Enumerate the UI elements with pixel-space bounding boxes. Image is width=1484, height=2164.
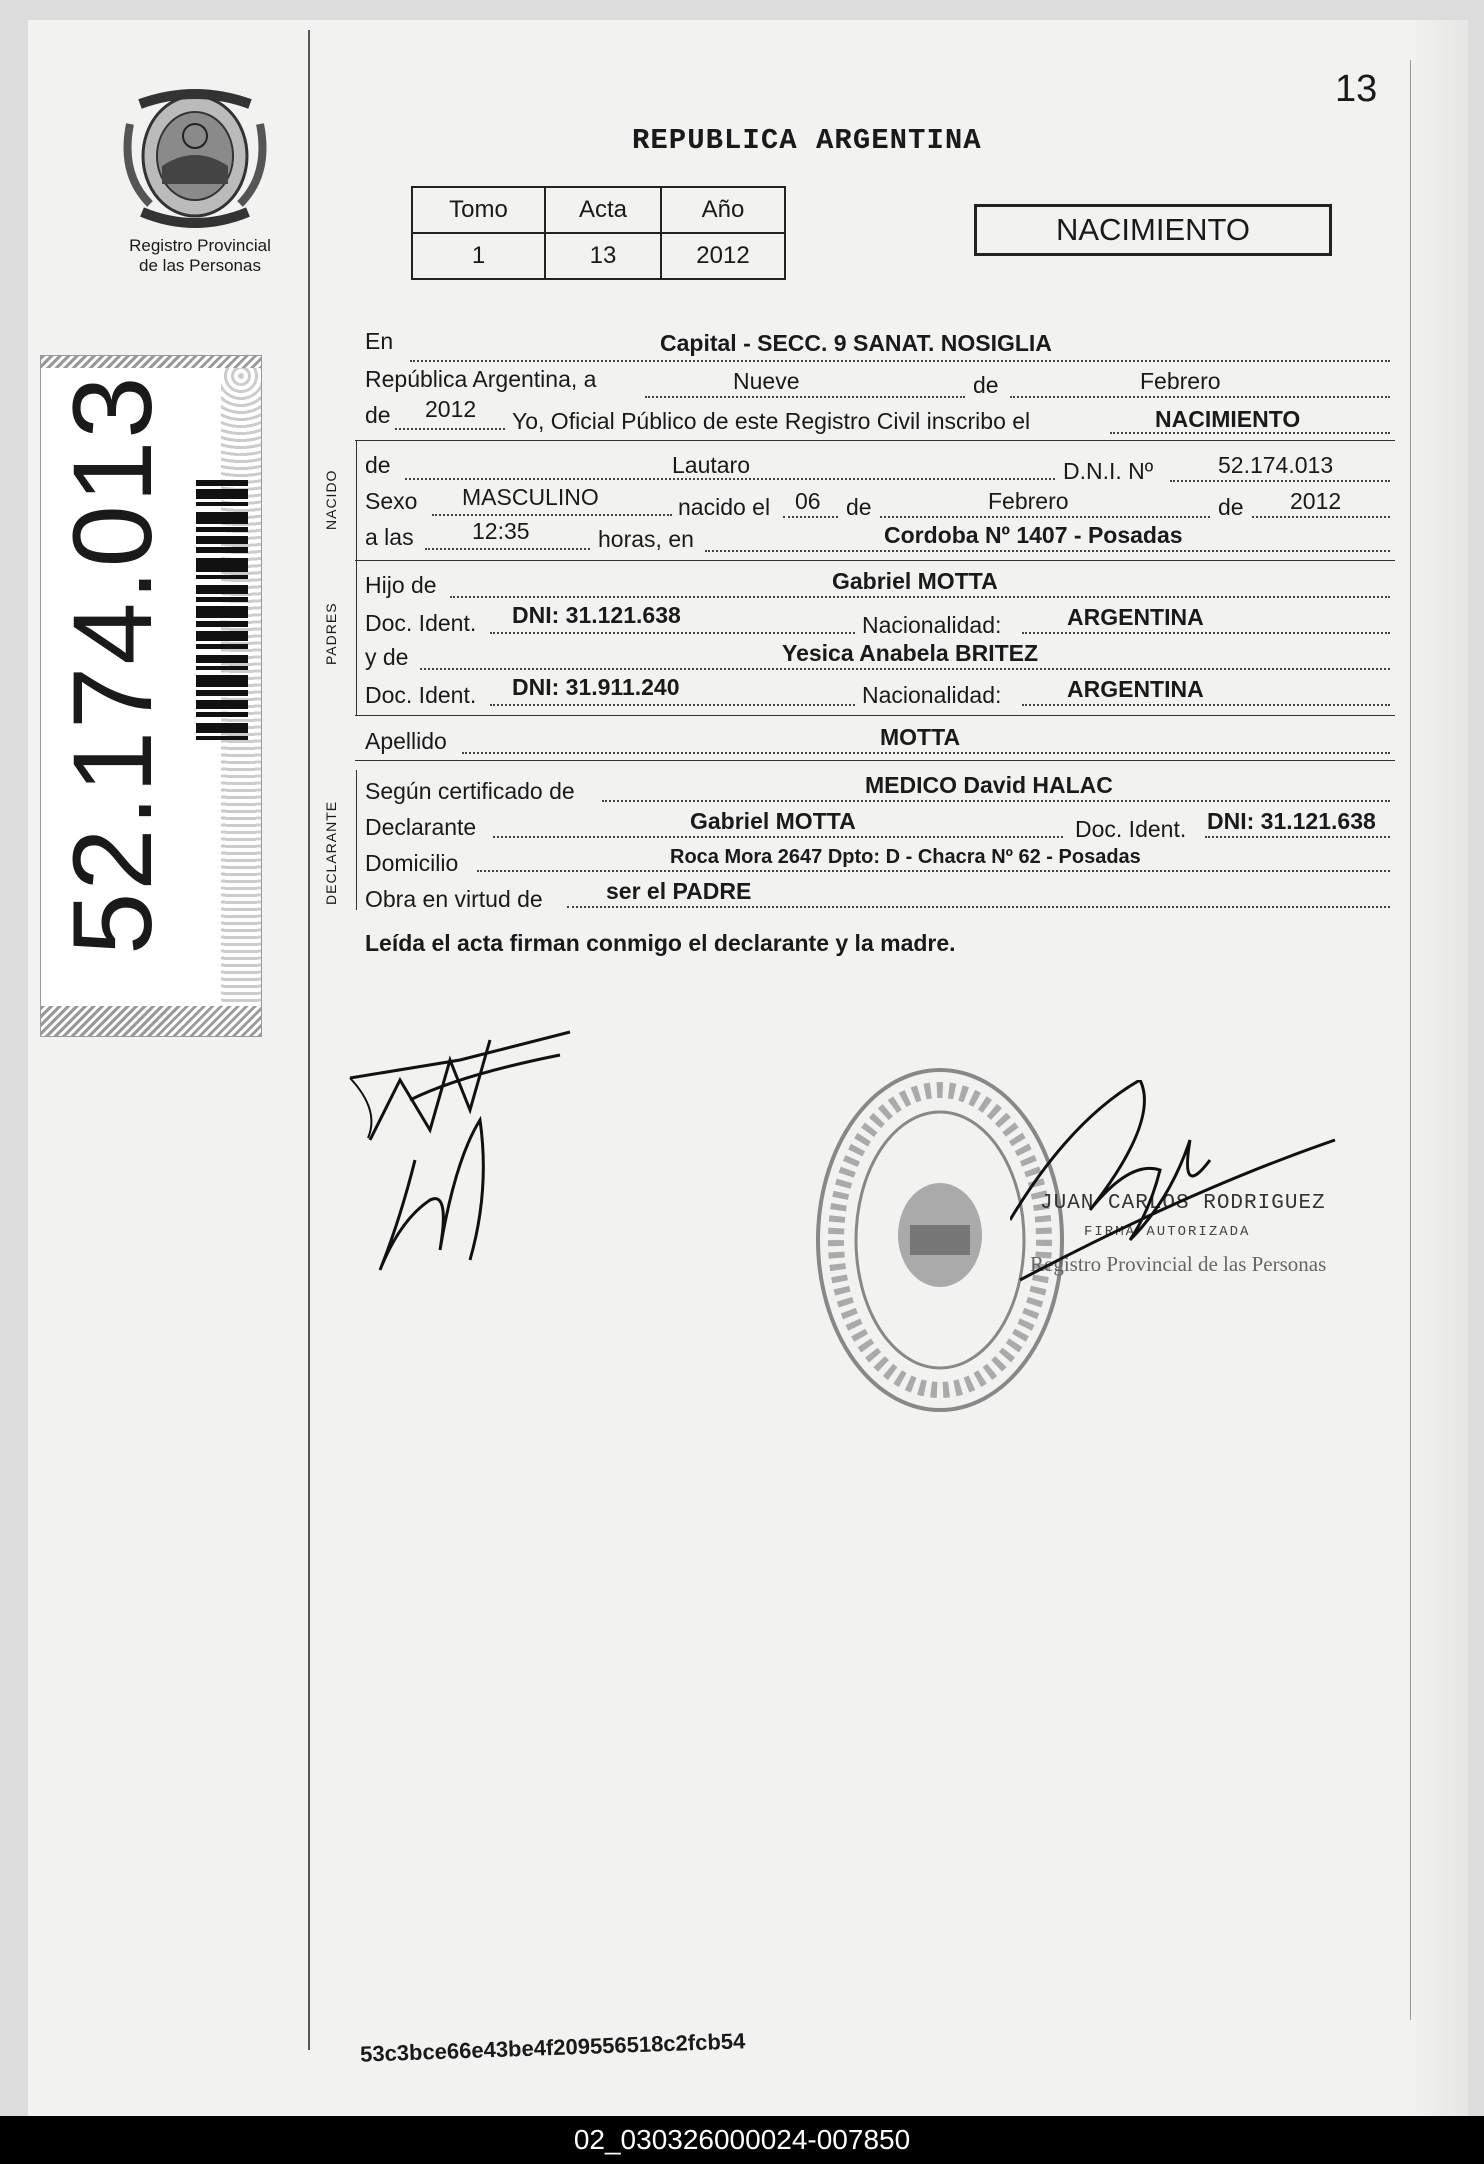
value-nacido-dia: 06 [795, 488, 821, 514]
dotted-line [425, 548, 590, 550]
label-en: En [365, 328, 394, 354]
dotted-line [410, 360, 1390, 362]
header-anio: Año [661, 187, 785, 233]
dotted-line [1170, 480, 1390, 482]
label-y-de: y de [365, 644, 409, 670]
label-alas: a las [365, 524, 414, 550]
value-hora: 12:35 [472, 518, 530, 544]
security-pattern-bottom [41, 1006, 261, 1036]
barcode-stripe [196, 480, 248, 486]
value-padre-nacionalidad: ARGENTINA [1067, 604, 1204, 630]
right-margin-line [1410, 60, 1411, 2020]
value-lugar-registro: Capital - SECC. 9 SANAT. NOSIGLIA [660, 330, 1052, 356]
label-hijo-de: Hijo de [365, 572, 437, 598]
barcode-number: 52.174.013 [50, 374, 175, 955]
section-bracket [356, 440, 357, 560]
dotted-line [1022, 704, 1390, 706]
dotted-line [477, 870, 1390, 872]
label-horas-en: horas, en [598, 526, 694, 552]
label-de: de [973, 372, 999, 398]
label-de: de [365, 402, 391, 428]
label-dni: D.N.I. Nº [1063, 458, 1154, 484]
dotted-line [1022, 632, 1390, 634]
value-sexo: MASCULINO [462, 484, 599, 510]
section-divider [355, 560, 1395, 561]
dotted-line [490, 632, 855, 634]
label-de: de [365, 452, 391, 478]
value-padre: Gabriel MOTTA [832, 568, 998, 594]
barcode-stripe [196, 527, 248, 532]
value-padre-doc: DNI: 31.121.638 [512, 602, 681, 628]
label-certificado: Según certificado de [365, 778, 575, 804]
value-acta: 13 [545, 233, 661, 279]
label-nacionalidad: Nacionalidad: [862, 612, 1002, 638]
stamp-office: Registro Provincial de las Personas [1030, 1252, 1327, 1276]
barcode-stripe [196, 700, 248, 709]
dotted-line [645, 396, 965, 398]
value-mes: Febrero [1140, 368, 1221, 394]
value-obra: ser el PADRE [606, 878, 752, 904]
section-label-nacido: NACIDO [323, 469, 339, 530]
header-tomo: Tomo [412, 187, 545, 233]
barcode-stripe [196, 502, 248, 506]
value-anio-registro: 2012 [425, 396, 477, 422]
dotted-line [395, 428, 505, 430]
label-obra: Obra en virtud de [365, 886, 543, 912]
left-margin-line [308, 30, 310, 2050]
barcode-stripe [196, 606, 248, 618]
stamp-official-role: FIRMA AUTORIZADA [1084, 1224, 1251, 1240]
dotted-line [1010, 396, 1390, 398]
barcode-stripe [196, 547, 248, 553]
section-label-padres: PADRES [323, 602, 339, 665]
logo-caption [100, 236, 300, 276]
barcode-stripe [196, 723, 248, 733]
barcode-stripe [196, 644, 248, 649]
value-declarante: Gabriel MOTTA [690, 808, 856, 834]
dotted-line [602, 800, 1390, 802]
record-table [411, 186, 786, 280]
barcode-stripe [196, 621, 248, 627]
logo-caption-line1: Registro Provincial [129, 236, 271, 255]
barcode-stripe [196, 575, 248, 579]
barcode-stripe [196, 675, 248, 687]
label-declarante: Declarante [365, 814, 477, 840]
label-sexo: Sexo [365, 488, 418, 514]
label-apellido: Apellido [365, 728, 447, 754]
value-inscribo: NACIMIENTO [1155, 406, 1301, 432]
stamp-official-name: JUAN CARLOS RODRIGUEZ [1040, 1192, 1326, 1215]
value-lugar-nacimiento: Cordoba Nº 1407 - Posadas [884, 522, 1183, 548]
page-number: 13 [1335, 68, 1378, 110]
dotted-line [1252, 516, 1390, 518]
scan-id-bar: 02_030326000024-007850 [0, 2116, 1484, 2164]
dotted-line [462, 752, 1390, 754]
value-madre-nacionalidad: ARGENTINA [1067, 676, 1204, 702]
barcode-stripe [196, 512, 248, 524]
official-signature [1010, 1080, 1340, 1300]
value-apellido: MOTTA [880, 724, 961, 750]
barcode-stripe [196, 655, 248, 663]
value-dia: Nueve [733, 368, 800, 394]
barcode-stripe [196, 690, 248, 696]
value-madre-doc: DNI: 31.911.240 [512, 674, 680, 700]
value-nacido-mes: Febrero [988, 488, 1069, 514]
barcode-stripe [196, 585, 248, 594]
dotted-line [1205, 836, 1390, 838]
value-anio: 2012 [661, 233, 785, 279]
dotted-line [567, 906, 1390, 908]
barcode-stripe [196, 597, 248, 602]
closing-text: Leída el acta firman conmigo el declarante y la madre. [365, 930, 956, 956]
barcode-stripe [196, 666, 248, 670]
value-nacido-anio: 2012 [1290, 488, 1342, 514]
document-hash: 53c3bce66e43be4f209556518c2fcb54 [359, 2028, 746, 2067]
barcode-icon [196, 480, 248, 910]
label-nacionalidad: Nacionalidad: [862, 682, 1002, 708]
dotted-line [432, 514, 672, 516]
label-nacido-el: nacido el [678, 494, 771, 520]
value-certificado: MEDICO David HALAC [865, 772, 1113, 798]
barcode-stripe [196, 489, 248, 499]
label-doc-ident: Doc. Ident. [365, 682, 477, 708]
record-type-box: NACIMIENTO [974, 204, 1332, 256]
security-pattern-top [41, 356, 261, 368]
logo-caption-line2: de las Personas [139, 256, 261, 275]
section-divider [355, 760, 1395, 761]
value-madre: Yesica Anabela BRITEZ [782, 640, 1039, 666]
dotted-line [420, 668, 1390, 670]
section-bracket [356, 770, 357, 910]
label-de: de [846, 494, 872, 520]
label-doc-ident: Doc. Ident. [365, 610, 477, 636]
dotted-line [705, 550, 1390, 552]
dotted-line [490, 704, 855, 706]
section-label-declarante: DECLARANTE [323, 800, 339, 905]
label-doc-ident-declarante: Doc. Ident. [1075, 816, 1187, 842]
dotted-line [783, 516, 838, 518]
value-domicilio: Roca Mora 2647 Dpto: D - Chacra Nº 62 - Posadas [670, 846, 1141, 868]
value-dni: 52.174.013 [1218, 452, 1334, 478]
barcode-stripe [196, 536, 248, 544]
provincial-seal-icon [120, 84, 270, 234]
section-divider [355, 440, 1395, 441]
document-title: REPUBLICA ARGENTINA [632, 124, 982, 157]
text-oficial: Yo, Oficial Público de este Registro Civil inscribo el [512, 408, 1031, 434]
value-declarante-doc: DNI: 31.121.638 [1207, 808, 1376, 834]
section-bracket [356, 560, 357, 715]
value-nombre: Lautaro [672, 452, 751, 478]
label-domicilio: Domicilio [365, 850, 459, 876]
barcode-stripe [196, 736, 248, 740]
barcode-stripe [196, 558, 248, 572]
value-tomo: 1 [412, 233, 545, 279]
header-acta: Acta [545, 187, 661, 233]
dotted-line [493, 836, 1063, 838]
page-edge-shadow [1410, 20, 1468, 2116]
declarant-signature [340, 1020, 580, 1290]
label-de: de [1218, 494, 1244, 520]
section-divider [355, 715, 1395, 716]
dotted-line [450, 596, 1390, 598]
barcode-stripe [196, 712, 248, 717]
barcode-stripe [196, 631, 248, 641]
label-republica: República Argentina, a [365, 366, 597, 392]
dotted-line [880, 516, 1210, 518]
